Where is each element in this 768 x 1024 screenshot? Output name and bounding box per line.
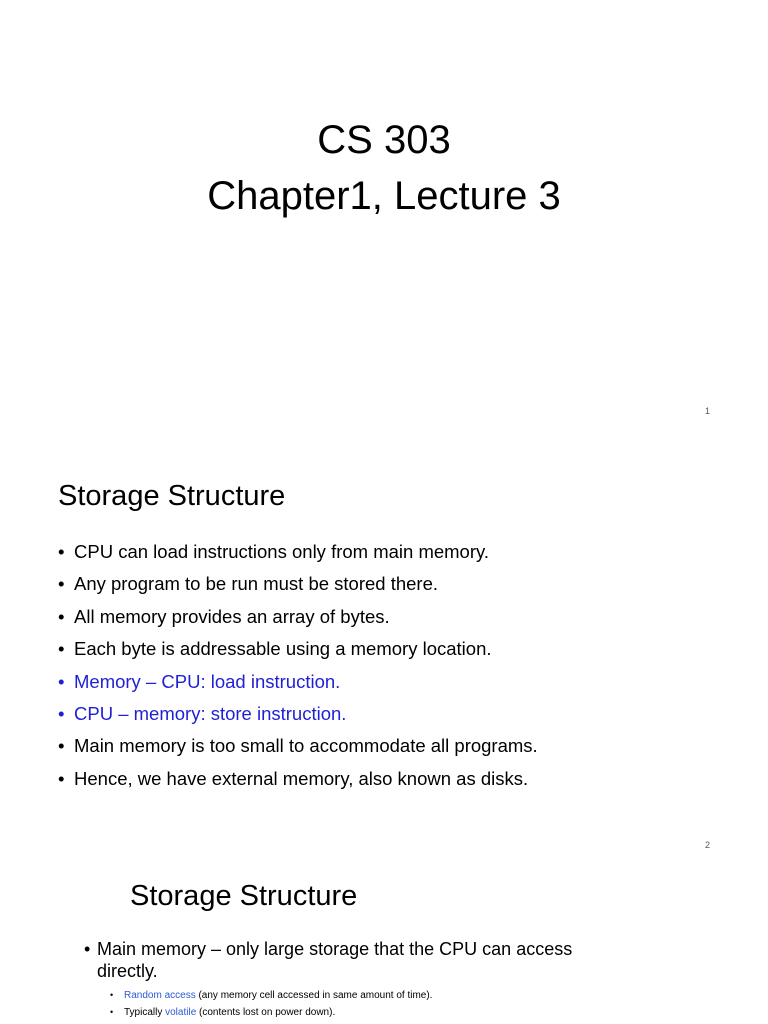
bullet-icon: • <box>58 670 65 692</box>
term-highlight: volatile <box>165 1007 197 1018</box>
bullet-icon: • <box>58 767 65 789</box>
title-chapter: Chapter1, Lecture 3 <box>207 174 561 218</box>
bullet-list <box>58 536 748 795</box>
slide-title <box>0 112 768 224</box>
slide-2 <box>0 432 768 864</box>
list-item: • Typically volatile (contents lost on power down). <box>110 1004 432 1021</box>
bullet-icon: • <box>84 939 91 959</box>
list-item: • Each byte is addressable using a memory location. <box>58 633 748 665</box>
slide-1 <box>0 0 768 432</box>
list-item: • Main memory is too small to accommodate all programs. <box>58 730 748 762</box>
sub-bullet-list <box>110 987 432 1021</box>
list-item-highlight: • CPU – memory: store instruction. <box>58 698 748 730</box>
bullet-icon: • <box>110 990 114 1000</box>
slide-3 <box>0 864 768 1024</box>
bullet-icon: • <box>110 1007 114 1017</box>
bullet-icon: • <box>58 638 65 660</box>
bullet-icon: • <box>58 605 65 627</box>
bullet-icon: • <box>58 703 65 725</box>
list-item: • CPU can load instructions only from main memory. <box>58 536 748 568</box>
list-item-highlight: • Memory – CPU: load instruction. <box>58 666 748 698</box>
bullet-list <box>84 938 624 982</box>
list-item: • Main memory – only large storage that the CPU can access directly. <box>84 939 573 981</box>
bullet-icon: • <box>58 573 65 595</box>
bullet-icon: • <box>58 541 65 562</box>
list-item: • Any program to be run must be stored there. <box>58 568 748 600</box>
slide-heading: Storage Structure <box>130 880 358 912</box>
list-item: • All memory provides an array of bytes. <box>58 601 748 633</box>
slide-number: 2 <box>704 840 710 850</box>
slide-heading: Storage Structure <box>58 480 286 512</box>
bullet-icon: • <box>58 735 65 757</box>
slide-number: 1 <box>704 406 710 416</box>
title-course: CS 303 <box>317 118 451 162</box>
term-highlight: Random access <box>124 990 196 1001</box>
list-item: • Random access (any memory cell accessed in same amount of time). <box>110 987 432 1004</box>
list-item: • Hence, we have external memory, also known as disks. <box>58 763 748 795</box>
